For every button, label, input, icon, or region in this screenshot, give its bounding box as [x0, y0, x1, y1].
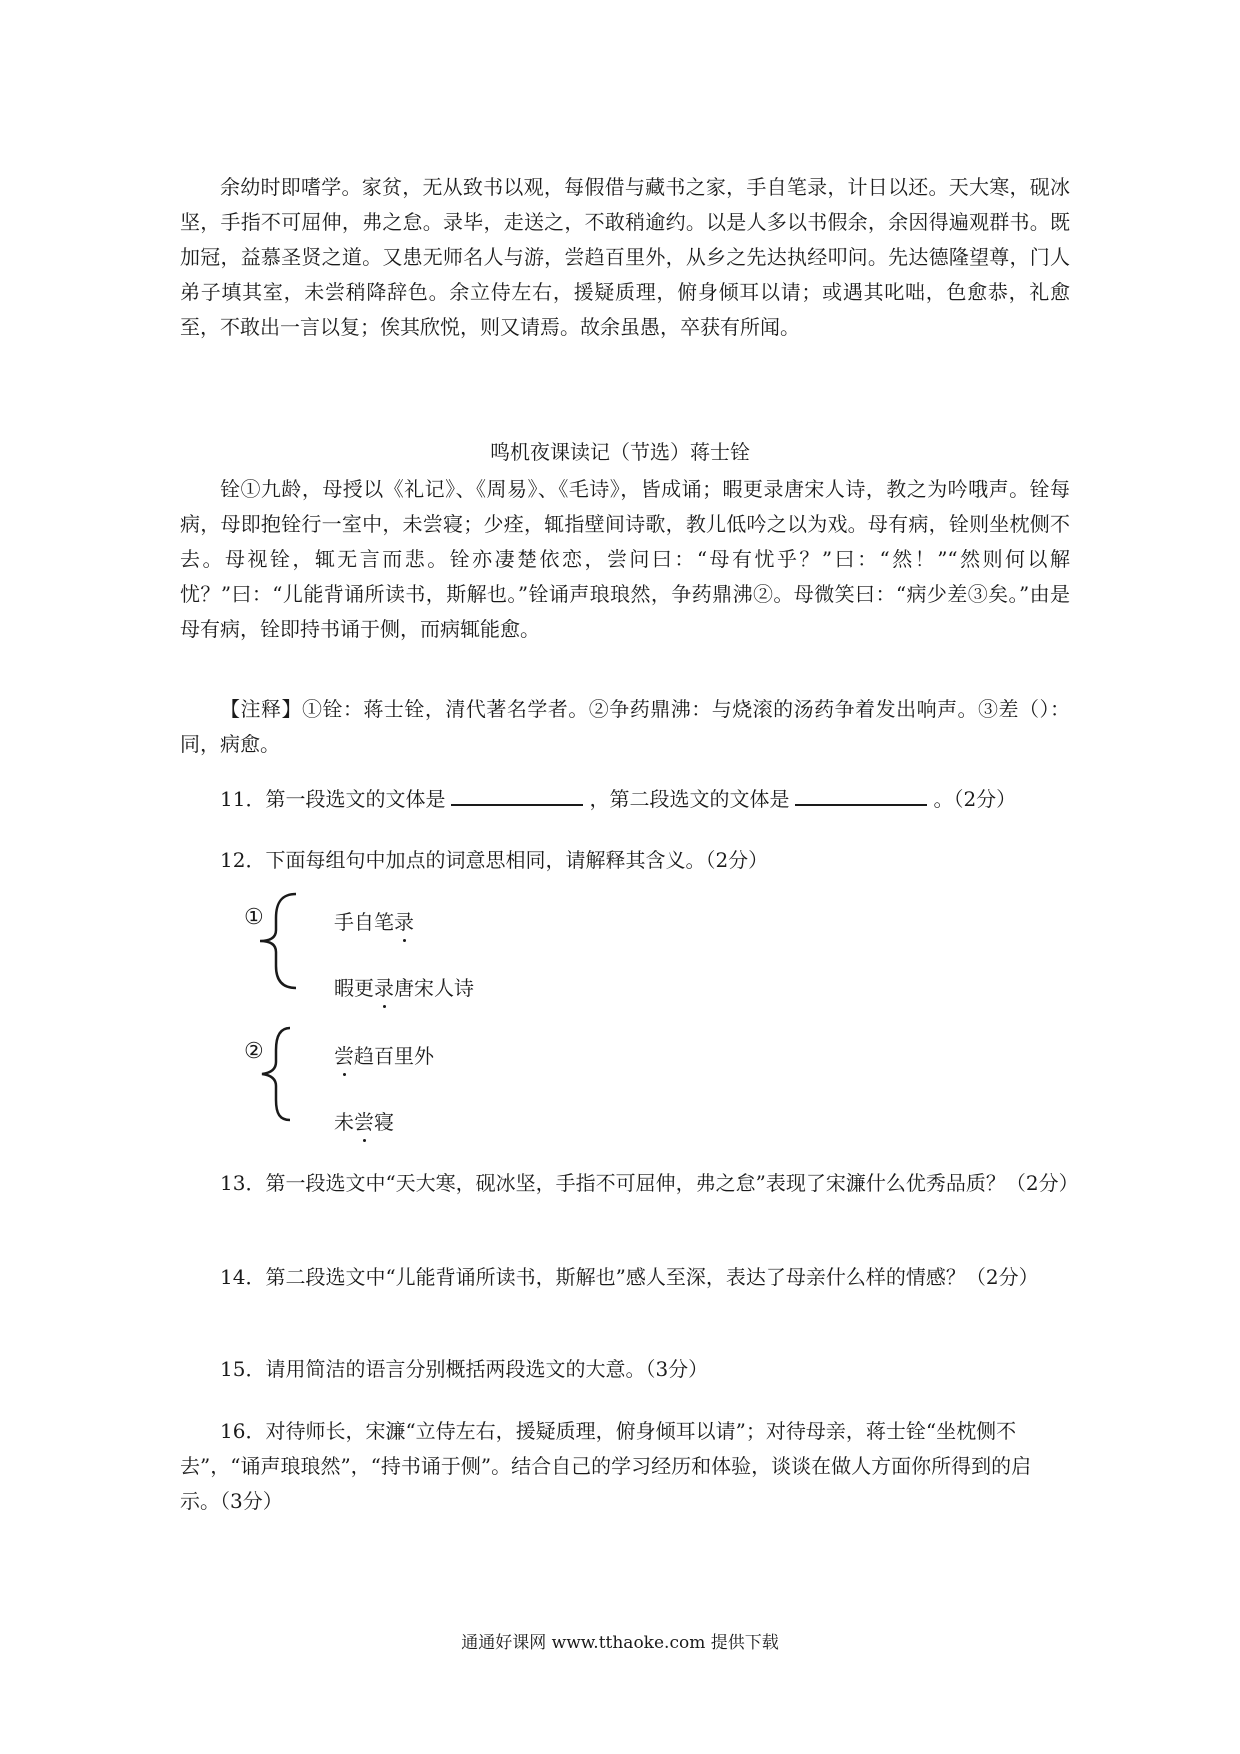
group-2-number: ②: [244, 1039, 264, 1064]
group-1-sentence-a: 手自笔录: [334, 906, 414, 935]
question-15: 15．请用简洁的语言分别概括两段选文的大意。（3分）: [220, 1357, 709, 1381]
passage-2-title: 鸣机夜课读记（节选）蒋士铨: [490, 440, 750, 464]
dotted-word: 尝: [334, 1040, 354, 1069]
group-2-sentence-a: 尝趋百里外: [334, 1040, 434, 1069]
passage-1: 余幼时即嗜学。家贫，无从致书以观，每假借与藏书之家，手自笔录，计日以还。天大寒，砚冰坚，手指不可屈伸，弗之怠。录毕，走送之，不敢稍逾约。以是人多以书假余，余因得遍观群书。既加冠，益慕圣贤之道。又患无师名人与游，尝趋百里外，从乡之先达执经叩问。先达德隆望尊，门人弟子填其室，未尝稍降辞色。余立侍左右，援疑质理，俯身倾耳以请；或遇其叱咄，色愈恭，礼愈至，不敢出一言以复；俟其欣悦，则又请焉。故余虽愚，卒获有所闻。: [180, 175, 1070, 339]
annotation-notes: 【注释】①铨：蒋士铨，清代著名学者。②争药鼎沸：与烧滚的汤药争着发出响声。③差（）：同，病愈。: [180, 697, 1070, 756]
q11-text-3: 。（2分）: [933, 787, 1017, 811]
page-footer: 通通好课网 www.tthaoke.com 提供下载: [461, 1633, 779, 1653]
curly-brace-icon: [254, 1024, 300, 1124]
q11-text-2: ，第二段选文的文体是: [589, 787, 790, 811]
answer-blank-1[interactable]: [451, 782, 583, 806]
question-14: 14．第二段选文中“儿能背诵所读书，斯解也”感人至深，表达了母亲什么样的情感？（2分）: [220, 1265, 1039, 1289]
dotted-word: 录: [374, 972, 394, 1001]
question-11: [180, 782, 1070, 817]
question-13: 13．第一段选文中“天大寒，砚冰坚，手指不可屈伸，弗之怠”表现了宋濂什么优秀品质？（2分）: [220, 1171, 1079, 1195]
question-16: 16．对待师长，宋濂“立侍左右，援疑质理，俯身倾耳以请”；对待母亲，蒋士铨“坐枕侧不去”，“诵声琅琅然”，“持书诵于侧”。结合自己的学习经历和体验，谈谈在做人方面你所得到的启示。（3分）: [180, 1419, 1032, 1513]
answer-blank-2[interactable]: [795, 782, 927, 806]
group-1-sentence-b: 暇更录唐宋人诗: [334, 972, 474, 1001]
passage-2: 铨①九龄，母授以《礼记》、《周易》、《毛诗》，皆成诵；暇更录唐宋人诗，教之为吟哦声。铨每病，母即抱铨行一室中，未尝寝；少痊，辄指壁间诗歌，教儿低吟之以为戏。母有病，铨则坐枕侧不去。母视铨，辄无言而悲。铨亦凄楚依恋，尝问曰：“母有忧乎？”曰：“然！”“然则何以解忧？”曰：“儿能背诵所读书，斯解也。”铨诵声琅琅然，争药鼎沸②。母微笑曰：“病少差③矣。”由是母有病，铨即持书诵于侧，而病辄能愈。: [180, 477, 1070, 641]
group-2-sentence-b: 未尝寝: [334, 1106, 394, 1135]
curly-brace-icon: [254, 890, 300, 992]
group-1-number: ①: [244, 905, 264, 930]
q11-text-1: 11．第一段选文的文体是: [220, 787, 446, 811]
dotted-word: 录: [394, 906, 414, 935]
question-12: 12．下面每组句中加点的词意思相同，请解释其含义。（2分）: [220, 848, 769, 872]
dotted-word: 尝: [354, 1106, 374, 1135]
